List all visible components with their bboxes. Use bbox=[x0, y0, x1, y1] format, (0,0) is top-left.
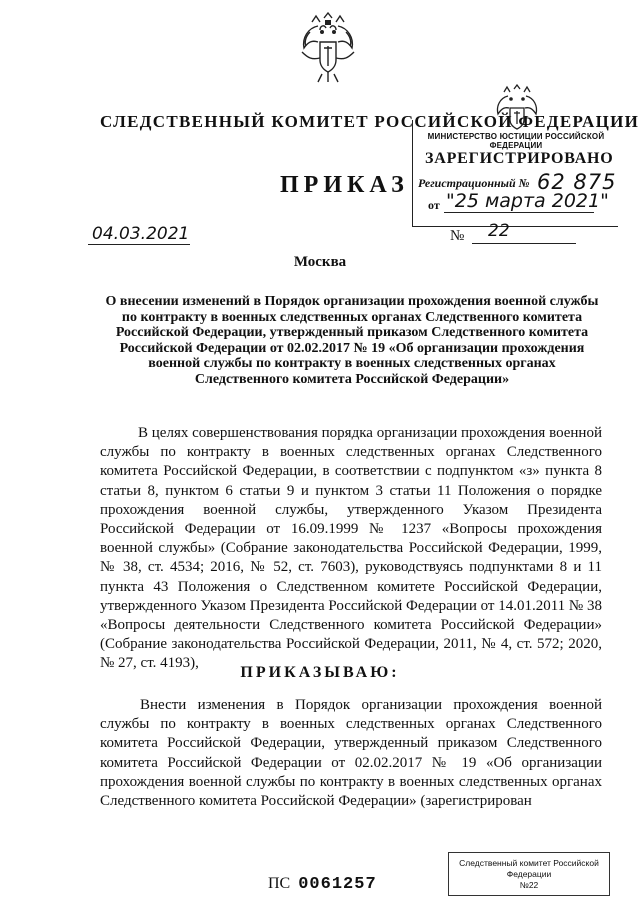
date-underline bbox=[88, 244, 190, 245]
command-heading: ПРИКАЗЫВАЮ: bbox=[240, 664, 400, 681]
stamp-ministry: МИНИСТЕРСТВО ЮСТИЦИИ РОССИЙСКОЙ ФЕДЕРАЦИИ bbox=[427, 132, 605, 150]
stamp-date-value: "25 марта 2021" bbox=[446, 190, 609, 212]
stamp-number-label: Регистрационный № bbox=[418, 176, 530, 190]
bottom-stamp bbox=[448, 852, 610, 896]
order-date: 04.03.2021 bbox=[92, 224, 190, 244]
number-sign: № bbox=[450, 228, 465, 244]
order-title: О внесении изменений в Порядок организации прохождения военной службы по контракту в военных следственных органах Следственного комитета Российской Федерации, утвержденный приказом Следственного комитета Российской Федерации от 02.02.2017 № 19 «Об организации прохождения военной службы по контракту в военных следственных органах Следственного комитета Российской Федерации» bbox=[105, 294, 599, 387]
coat-of-arms-icon bbox=[298, 12, 358, 84]
stamp-date-underline bbox=[444, 212, 594, 213]
city: Москва bbox=[293, 254, 347, 270]
serial-number: 0061257 bbox=[298, 875, 377, 894]
bottom-stamp-line3: №22 bbox=[519, 880, 539, 890]
body-paragraph: Внести изменения в Порядок организации прохождения военной службы по контракту в военных следственных органах Следственного комитета Российской Федерации, утвержденный приказом Следственного комитета Российской Федерации от 02.02.2017 № 19 «Об организации прохождения военной службы по контракту в военных следственных органах Следственного комитета Российской Федерации» (зарегистрирован bbox=[100, 697, 602, 810]
stamp-status: ЗАРЕГИСТРИРОВАНО bbox=[425, 150, 614, 167]
form-serial bbox=[268, 875, 377, 894]
stamp-coat-of-arms-icon bbox=[494, 84, 540, 132]
number-underline bbox=[472, 243, 576, 244]
organization-name: СЛЕДСТВЕННЫЙ КОМИТЕТ РОССИЙСКОЙ ФЕДЕРАЦИИ bbox=[100, 112, 640, 131]
preamble-paragraph: В целях совершенствования порядка организации прохождения военной службы по контракту в военных следственных органах Следственного комитета Российской Федерации, в соответствии с подпунктом «з» пункта 8 статьи 8, пунктом 6 статьи 9 и пунктом 3 статьи 11 Положения о порядке прохождения военной службы, утвержденного Указом Президента Российской Федерации от 16.09.1999 № 1237 «Вопросы прохождения военной службы» (Собрание законодательства Российской Федерации, 1999, № 38, ст. 4534; 2016, № 52, ст. 7603), руководствуясь подпунктами 8 и 11 пункта 43 Положения о Следственном комитете Российской Федерации, утвержденного Указом Президента Российской Федерации от 14.01.2011 № 38 «Вопросы деятельности Следственного комитета Российской Федерации» (Собрание законодательства Российской Федерации, 2011, № 4, ст. 572; 2020, № 27, ст. 4193), bbox=[100, 425, 602, 672]
serial-series: ПС bbox=[268, 875, 291, 892]
bottom-stamp-line2: Федерации bbox=[506, 869, 552, 879]
stamp-date-label: от bbox=[428, 198, 440, 212]
document-type: ПРИКАЗ bbox=[280, 172, 409, 198]
bottom-stamp-line1: Следственный комитет Российской bbox=[459, 858, 599, 868]
order-number: 22 bbox=[488, 221, 510, 241]
stamp-number-value: 62 875 bbox=[537, 170, 617, 194]
